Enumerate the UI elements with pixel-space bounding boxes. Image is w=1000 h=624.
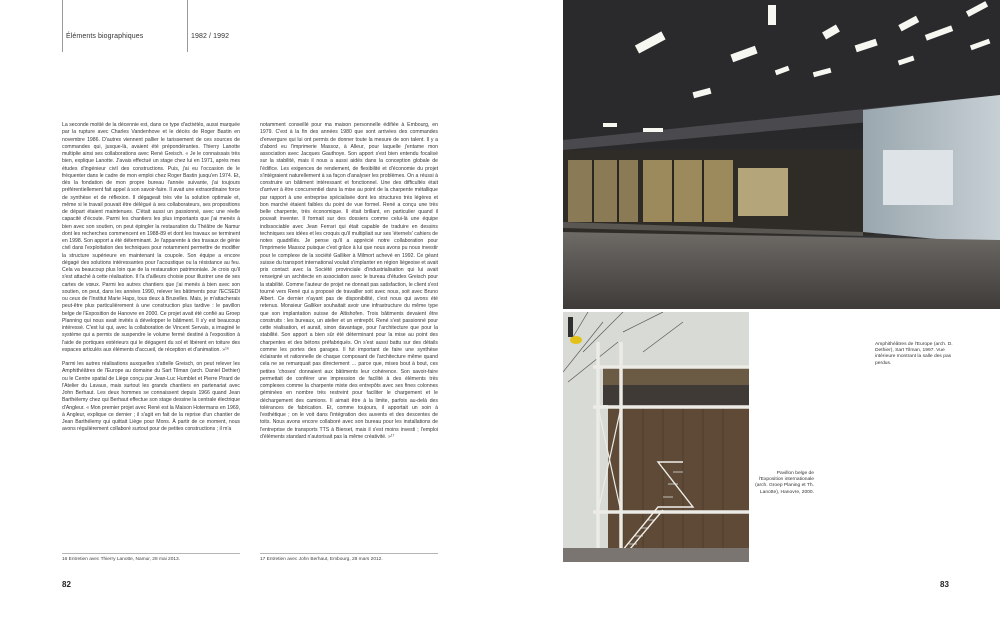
- header-rule-left: [62, 0, 63, 52]
- paragraph: notamment conseillé pour ma maison personnelle édifiée à Embourg, en 1979. C'est à la fin des années 1980 que sont arrivées des commandes d'envergure qui lui ont permis de donner toute la mesure de son talent. Il y a d'abord eu l'imprimerie Massoz, à Alleur, pour laquelle j'entame mon association avec Jacques Gauthoye. Son apport s'est bien entendu focalisé sur la stabilité, mais il nous a aussi aidés dans la conception globale de l'édifice. Les exigences de rendement, de flexibilité et d'économie du projet s'intégraient naturellement à sa façon d'analyser les problèmes. On a réussi à construire un bâtiment intéressant et fonctionnel. Une des difficultés était d'arriver à être concurrentiel dans la mise au point de la charpente métallique par rapport à une entreprise spécialisée dont les structures très légères et bon marché étaient faibles du point de vue formel. René a conçu une très belle charpente, très économique. Il était brillant, en particulier quand il pouvait inventer. Il formait sur des dossiers comme celui-là une équipe indissociable avec Jean Ferrari qui était capable de traduire en dessins techniques ses idées et les croquis qu'il multipliait sur ses 'éternels' cahiers de notes quadrillés. Je pense qu'il a apprécié notre collaboration pour l'imprimerie Massoz puisque c'est grâce à lui que nous avons pu nous investir pour le complexe de la société Galliker à Milmort achevé en 1992. Ce géant suisse du transport international voulait s'implanter en région liégeoise et avait pris contact avec la Société provinciale d'industrialisation qui lui avait renseigné un architecte en association avec le bureau d'études Greisch pour la stabilité. Comme l'auteur de projet ne donnait pas satisfaction, le client s'est tourné vers René qui a proposé de travailler soit avec nous, soit avec Bruno Albert. Ce dernier n'ayant pas de disponibilité, c'est nous qui avons été retenus. Monsieur Galliker souhaitait avoir une infrastructure du même type que son implantation suisse de Altishofen. Trois bâtiments devaient être construits : les bureaux, un atelier et un entrepôt. René s'est passionné pour cette réalisation, et aurait, sinon davantage, pour l'architecture que pour la stabilité. Son apport a bien sûr été déterminant pour la mise au point des charpentes et des bétons préfabriqués. On s'est aussi battu sur des détails comme les portes des garages. Il fut important de faire une synthèse éclairante et rationnelle de chaque composant de l'architecture même quand cela ne se remarquait pas directement … parce que, mises bout à bout, ces petites 'choses' donnaient aux bâtiments leur cohérence. Son savoir-faire permettait de conférer une impression de facilité à des éléments très complexes comme la charpente mixte des entrepôts avec ses fines colonnes géminées en nombre très restreint pour faciliter le chargement et le déchargement des camions. Il aimait être à la limite, parfois au-delà des tolérances de fabrication. Et, comme toujours, il apportait un soin à l'esthétique ; on le voit dans l'intégration des auvents et des descentes de toits. Nous avons encore collaboré avec son bureau pour les installations de l'entreprise de transports TTS à Bierset, mais il s'est moins investi ; l'emploi d'éléments standard n'autorisait pas la même créativité. »¹⁷: [260, 122, 438, 440]
- photo-hanover-pavilion: [563, 312, 749, 562]
- page-number-right: 83: [940, 580, 949, 589]
- left-text-column: [62, 122, 240, 434]
- footnote-16: 16 Entretien avec Thierry Lanotte, Namur, 28 mai 2013.: [62, 557, 181, 562]
- page-number-left: 82: [62, 580, 71, 589]
- photo-amphitheatre-hall: [563, 0, 1000, 309]
- caption-amphitheatre: Amphithéâtres de l'Europe (arch. D. Dethier), Sart Tilman, 1997. Vue intérieure montrant la salle des pas perdus.: [875, 342, 953, 366]
- paragraph: Parmi les autres réalisations auxquelles s'attelle Greisch, on peut relever les Amphithéâtres de l'Europe au domaine du Sart Tilman (arch. Daniel Dethier) ou le Centre spatial de Liège conçu par Jean-Luc Humblet et Pierre Pirard de l'Atelier du Lavaux, mais surtout les grands chantiers en partenariat avec John Berhaut. Les deux hommes se connaissent depuis 1966 quand Jean Barthélemy chez qui Berhaut effectue son stage dessine la centrale électrique d'Angleur. « Mon premier projet avec René est la Maison Hotermans en 1969, à Angleur, explique ce dernier ; il s'agit en fait de la reprise d'un chantier de Jean Barthélemy qui quittait Liège pour Mons. À partir de ce moment, nous avons régulièrement collaboré surtout pour de petites constructions ; il m'a: [62, 361, 240, 433]
- right-text-column: [260, 122, 438, 441]
- footnote-rule-left: [62, 553, 240, 554]
- period-label: 1982 / 1992: [191, 33, 230, 40]
- section-title: Éléments biographiques: [66, 33, 144, 40]
- paragraph: La seconde moitié de la décennie est, dans ce type d'activités, aussi marquée par la rupture avec Charles Vandenhove et le décès de Roger Bastin en novembre 1986. D'autres viennent pallier le tarissement de ces sources de commandes qui, jusque-là, avaient été prépondérantes. Thierry Lanotte multiplie ainsi ses collaborations avec René Greisch. « Je le connaissais très bien, explique Lanotte. J'avais effectué un stage chez lui en 1971, après mes études d'ingénieur civil des constructions. Puis, j'ai eu l'occasion de le fréquenter dans le cadre de mon emploi chez Roger Bastin jusqu'en 1974. Et, dès la fondation de mon propre bureau l'année suivante, j'ai toujours préférentiellement fait appel à son savoir-faire. Il avait une extraordinaire force de synthèse et de réflexion. Il dégageait très vite la solution optimale et, même si le travail pouvait être délégué à ses collaborateurs, ses propositions de départ étaient maintenues. C'était aussi un passionné, avec une réelle capacité d'écoute. Parmi les chantiers les plus importants que j'ai menés à bien avec son soutien, on peut épingler la restauration du Théâtre de Namur dont les recherches commencent en 1988-89 et dont les travaux se terminent en 1998. Son apport a été déterminant. Je l'apparente à des travaux de génie civil dans l'exploitation des techniques pour notamment permettre de modifier la structure supérieure en maintenant la coupole. Son équipe a encore dégagé des solutions intéressantes pour l'acoustique ou la résistance au feu. Cela va beaucoup plus loin que de la restauration patrimoniale. Je crois qu'il s'est attaché à cette réalisation. Il l'a d'ailleurs choisie pour illustrer une de ses cartes de vœux. Parmi les autres chantiers que j'ai menés à bien avec son soutien, on peut, dans les années 1990, relever les bâtiments pour l'ECSEDI ou ceux de l'Institut Marie Haps, tous deux à Bruxelles. Mais, je m'attacherais peut-être plus particulièrement à une construction plus tardive : le pavillon belge de l'Exposition de Hanovre en 2000. Ce projet avait été confié au Groep Planning qui nous avait invités à développer le bâtiment. Il s'y est beaucoup intéressé. C'est lui qui, avec la collaboration de Vincent Servais, a imaginé le système qui a permis de suspendre le volume fermé destiné à l'exposition à l'aide de portiques extérieurs qui le dégagent du sol et libèrent en toiture des espaces articulés aux éléments d'accueil, de réception et d'animation. »¹⁶: [62, 122, 240, 353]
- footnote-17: 17 Entretien avec John Berhaut, Embourg, 28 mars 2012.: [260, 557, 383, 562]
- caption-pavilion: Pavillon belge de l'Exposition internationale (arch. Groep Planing et Th. Lanotte), Hanovre, 2000.: [755, 471, 814, 495]
- header-rule-middle: [187, 0, 188, 52]
- footnote-rule-right: [260, 553, 438, 554]
